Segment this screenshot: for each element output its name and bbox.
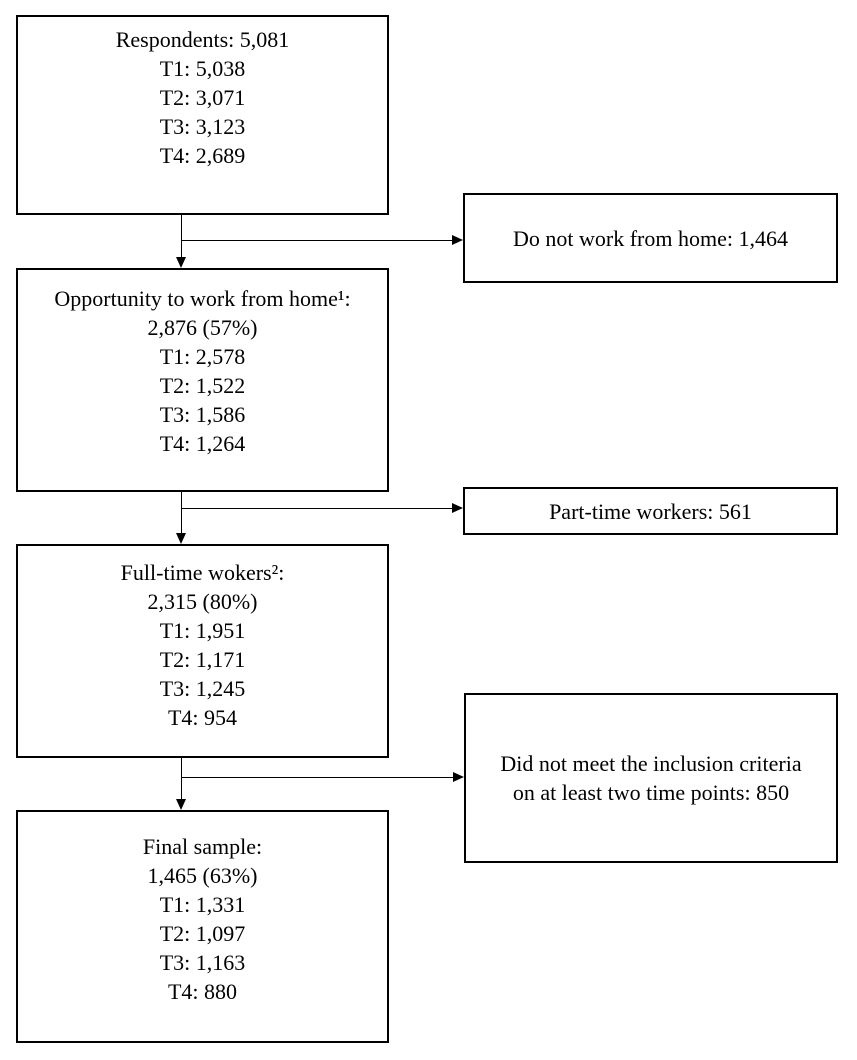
box-final-sample — [16, 810, 389, 1043]
box-opportunity-wfh-line: T4: 1,264 — [159, 431, 246, 456]
box-opportunity-wfh-line: T2: 1,522 — [159, 373, 246, 398]
box-respondents-line: T4: 2,689 — [159, 143, 246, 168]
box-not-wfh-line: Do not work from home: 1,464 — [513, 225, 788, 251]
connector-line-vertical-2 — [181, 492, 182, 533]
box-respondents-line: T2: 3,071 — [159, 85, 246, 110]
box-fulltime-workers-line: 2,315 (80%) — [147, 589, 258, 614]
box-opportunity-wfh-line: 2,876 (57%) — [147, 315, 258, 340]
arrow-right-icon — [452, 235, 463, 245]
box-inclusion-criteria-line: Did not meet the inclusion criteria — [500, 751, 802, 776]
box-inclusion-criteria — [464, 693, 838, 863]
box-parttime-workers-line: Part-time workers: 561 — [549, 498, 752, 524]
box-fulltime-workers-line: Full-time wokers²: — [120, 560, 285, 585]
box-final-sample-line: 1,465 (63%) — [147, 863, 258, 888]
box-respondents — [16, 15, 389, 215]
arrow-right-icon — [453, 772, 464, 782]
arrow-down-icon — [176, 799, 186, 810]
box-inclusion-criteria-line: on at least two time points: 850 — [512, 780, 790, 805]
connector-line-horizontal-2 — [182, 508, 452, 509]
connector-line-horizontal-1 — [182, 240, 452, 241]
box-respondents-line: T3: 3,123 — [159, 114, 246, 139]
box-opportunity-wfh — [16, 268, 389, 492]
box-opportunity-wfh-line: T3: 1,586 — [159, 402, 246, 427]
box-respondents-line: T1: 5,038 — [159, 56, 246, 81]
box-final-sample-line: Final sample: — [142, 834, 263, 859]
box-fulltime-workers-line: T3: 1,245 — [159, 676, 246, 701]
box-not-wfh — [463, 193, 838, 283]
arrow-right-icon — [452, 503, 463, 513]
box-final-sample-line: T1: 1,331 — [159, 892, 246, 917]
box-fulltime-workers-line: T1: 1,951 — [159, 618, 246, 643]
box-final-sample-line: T3: 1,163 — [159, 950, 246, 975]
box-final-sample-line: T2: 1,097 — [159, 921, 246, 946]
box-fulltime-workers — [16, 544, 389, 758]
arrow-down-icon — [176, 533, 186, 544]
box-respondents-line: Respondents: 5,081 — [115, 27, 290, 52]
box-fulltime-workers-line: T2: 1,171 — [159, 647, 246, 672]
connector-line-vertical-3 — [181, 758, 182, 799]
box-final-sample-line: T4: 880 — [167, 979, 238, 1004]
box-fulltime-workers-line: T4: 954 — [167, 705, 238, 730]
box-opportunity-wfh-line: Opportunity to work from home¹: — [54, 286, 351, 311]
box-opportunity-wfh-line: T1: 2,578 — [159, 344, 246, 369]
arrow-down-icon — [176, 257, 186, 268]
box-parttime-workers — [463, 487, 838, 535]
connector-line-horizontal-3 — [182, 777, 453, 778]
connector-line-vertical-1 — [181, 215, 182, 257]
